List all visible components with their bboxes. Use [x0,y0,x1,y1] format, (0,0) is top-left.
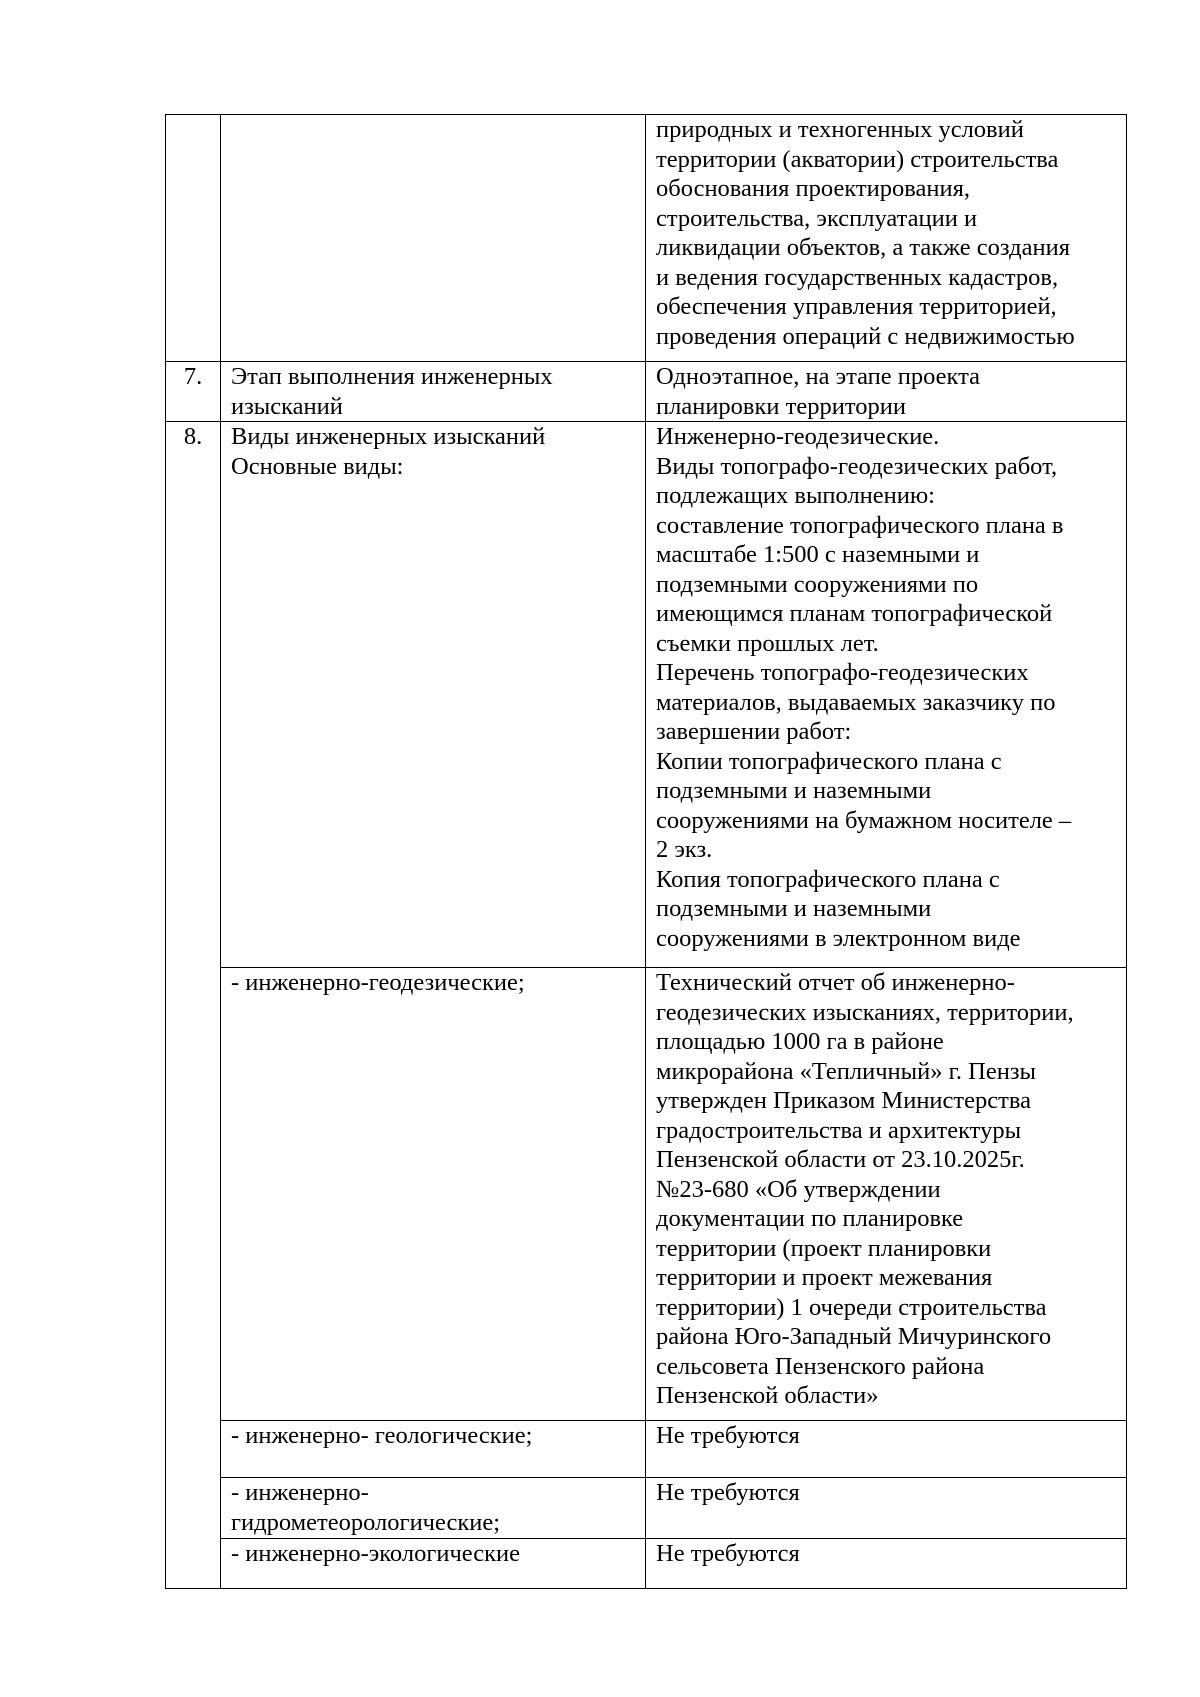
text-line: Перечень топографо-геодезических [656,659,1029,686]
text-line: подлежащих выполнению: [656,482,935,509]
text-line: площадью 1000 га в районе [656,1028,944,1055]
table-row-ecological [166,1539,1127,1589]
text-line: Пензенской области» [656,1382,879,1409]
text-line: подземными и наземными [656,895,932,922]
cell-value: Не требуются [646,1478,1127,1539]
text-line: Инженерно-геодезические. [656,423,940,450]
cell-parameter: - инженерно-экологические [221,1539,646,1589]
text-line: 2 экз. [656,836,713,863]
text-line: завершении работ: [656,718,852,745]
cell-value [646,115,1127,362]
cell-parameter [221,362,646,422]
cell-value [646,362,1127,422]
row-number: 7. [166,362,221,422]
text-line: планировки территории [656,392,906,420]
text-line: №23-680 «Об утверждении [656,1175,941,1203]
text-line: территории и проект межевания [656,1264,993,1291]
cell-parameter [221,115,646,362]
text-line: территории (проект планировки [656,1234,992,1262]
text-line: Этап выполнения инженерных [231,363,553,390]
text-line: строительства, эксплуатации и [656,204,978,232]
text-line: ликвидации объектов, а также создания [656,234,1070,261]
text-line: - инженерно- [231,1479,369,1506]
table-row-hydrometeorological [166,1478,1127,1539]
table-row-geodesic [166,968,1127,1421]
text-line: подземными сооружениями по [656,570,979,598]
text-line: сооружениями в электронном виде [656,924,1021,952]
text-line: утвержден Приказом Министерства [656,1087,1031,1114]
text-line: подземными и наземными [656,777,932,804]
text-line: изысканий [231,392,343,420]
cell-value: Не требуются [646,1421,1127,1478]
text-line: сооружениями на бумажном носителе – [656,806,1072,834]
text-line: Копия топографического плана с [656,865,1000,893]
cell-parameter: - инженерно- геологические; [221,1421,646,1478]
cell-parameter [221,422,646,968]
text-line: градостроительства и архитектуры [656,1116,1022,1144]
text-line: природных и техногенных условий [656,116,1024,143]
text-line: Одноэтапное, на этапе проекта [656,363,981,390]
text-line: района Юго-Западный Мичуринского [656,1323,1052,1350]
row-number: 8. [166,422,221,1589]
text-line: Копии топографического плана с [656,747,1002,775]
text-line: проведения операций с недвижимостью [656,322,1075,350]
table-row-8 [166,422,1127,968]
text-line: Виды топографо-геодезических работ, [656,452,1058,480]
cell-number [166,115,221,362]
text-line: Виды инженерных изысканий [231,423,546,450]
cell-value: Не требуются [646,1539,1127,1589]
text-line: территории (акватории) строительства [656,145,1059,173]
cell-value [646,968,1127,1421]
text-line: Пензенской области от 23.10.2025г. [656,1146,1025,1173]
cell-parameter: - инженерно-геодезические; [221,968,646,1421]
table-row-7 [166,362,1127,422]
text-line: геодезических изысканиях, территории, [656,998,1074,1026]
text-line: обоснования проектирования, [656,175,970,202]
text-line: документации по планировке [656,1205,964,1232]
text-line: и ведения государственных кадастров, [656,263,1059,291]
text-line: микрорайона «Тепличный» г. Пензы [656,1057,1036,1085]
text-line: гидрометеорологические; [231,1508,501,1536]
text-line: материалов, выдаваемых заказчику по [656,688,1056,716]
cell-parameter [221,1478,646,1539]
text-line: составление топографического плана в [656,511,1064,539]
text-line: сельсовета Пензенского района [656,1352,985,1380]
table-row-continuation [166,115,1127,362]
cell-value [646,422,1127,968]
table-row-geological [166,1421,1127,1478]
text-line: Технический отчет об инженерно- [656,969,1015,996]
text-line: имеющимся планам топографической [656,600,1053,627]
text-line: съемки прошлых лет. [656,629,879,657]
requirements-table [165,114,1127,1589]
text-line: масштабе 1:500 с наземными и [656,541,980,568]
text-line: обеспечения управления территорией, [656,293,1057,320]
text-line: Основные виды: [231,452,404,480]
text-line: территории) 1 очереди строительства [656,1293,1047,1321]
